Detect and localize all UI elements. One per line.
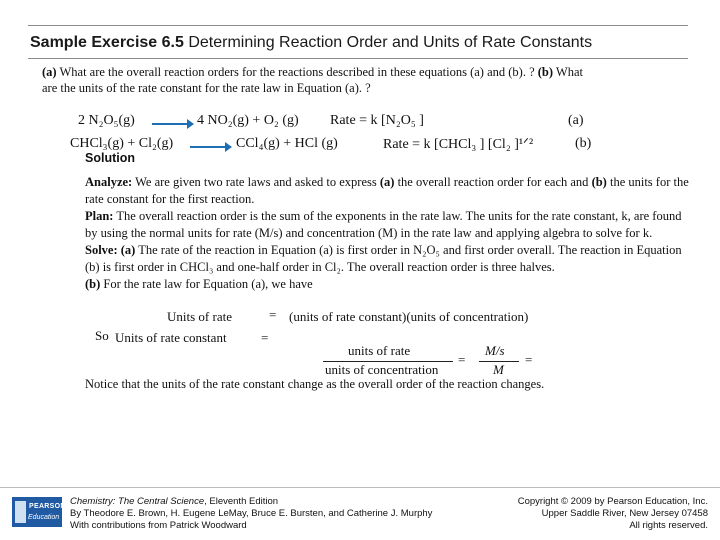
question-part-a: (a) bbox=[42, 65, 57, 79]
plan-paragraph bbox=[85, 208, 695, 242]
work-equals-4: = bbox=[525, 352, 533, 367]
footer-rule bbox=[0, 487, 720, 488]
book-title: Chemistry: The Central Science bbox=[70, 496, 205, 507]
equation-b-rate-law: Rate = k [CHCl₃ ] [Cl₂ ]¹ᐟ² bbox=[383, 137, 534, 152]
analyze-a: (a) bbox=[379, 175, 395, 189]
solve-b: (b) bbox=[85, 277, 101, 291]
rights-line: All rights reserved. bbox=[629, 520, 708, 531]
question-tail: What bbox=[553, 65, 583, 79]
solve-paragraph bbox=[85, 242, 695, 276]
solve-b-text: For the rate law for Equation (a), we have bbox=[100, 277, 313, 291]
footer-book-info bbox=[70, 496, 432, 532]
solution-heading: Solution bbox=[85, 151, 135, 165]
work-so: So bbox=[95, 328, 109, 343]
work-numerator: units of rate bbox=[348, 343, 411, 358]
work-equals-3: = bbox=[458, 352, 466, 367]
solve-b-paragraph bbox=[85, 276, 695, 293]
equation-a-rate-law: Rate = k [N₂O₅ ] bbox=[330, 113, 424, 128]
logo-text-bottom: Education bbox=[28, 514, 60, 521]
title-bold: Sample Exercise 6.5 bbox=[30, 34, 184, 51]
plan-text: The overall reaction order is the sum of the exponents in the rate law. The units for the rate constant, k, are found by using the normal units for rate (M/s) and concentration (M) in the rate law and applying algebra to solve for k. bbox=[85, 209, 682, 240]
analyze-paragraph bbox=[85, 174, 695, 208]
work-denominator: units of concentration bbox=[325, 362, 439, 377]
work-denominator-2: M bbox=[493, 362, 504, 377]
footer-authors: By Theodore E. Brown, H. Eugene LeMay, Bruce E. Bursten, and Catherine J. Murphy bbox=[70, 508, 433, 519]
reaction-arrow-a bbox=[152, 123, 192, 125]
reaction-arrow-b bbox=[190, 146, 230, 148]
title-rule bbox=[28, 58, 688, 59]
solve-text: The rate of the reaction in Equation (a) is first order in N₂O₅ and first order overall. The reaction in Equation (b) is first order in CHCl₃ and one-half order in Cl₂. The overall reaction order is three halves. bbox=[85, 243, 682, 274]
top-rule bbox=[28, 25, 688, 26]
work-equals-2: = bbox=[261, 330, 269, 345]
notice-text: Notice that the units of the rate constant change as the overall order of the reaction changes. bbox=[85, 377, 545, 391]
question-part-b: (b) bbox=[537, 65, 554, 79]
copyright-line: Copyright © 2009 by Pearson Education, Inc. bbox=[517, 496, 708, 507]
footer-copyright bbox=[518, 496, 708, 532]
work-units-constant-dash: Units of rate constant bbox=[115, 330, 227, 345]
question-line-2: are the units of the rate constant for the rate law in Equation (a). ? bbox=[42, 81, 371, 95]
units-derivation bbox=[93, 307, 553, 377]
analyze-b: (b) bbox=[591, 175, 607, 189]
equation-a-products: 4 NO₂(g) + O₂ (g) bbox=[197, 113, 299, 128]
page-title bbox=[30, 34, 592, 52]
equation-a-reactants: 2 N₂O₅(g) bbox=[78, 113, 135, 128]
work-units-rate: Units of rate bbox=[167, 309, 232, 324]
pearson-logo bbox=[12, 497, 66, 527]
work-equals-1: = bbox=[269, 307, 277, 322]
footer-book-line bbox=[70, 496, 432, 508]
equation-b-products: CCl₄(g) + HCl (g) bbox=[236, 136, 338, 151]
solve-a: (a) bbox=[120, 243, 136, 257]
solve-label: Solve: bbox=[85, 243, 118, 257]
analyze-text: We are given two rate laws and asked to express bbox=[132, 175, 380, 189]
analyze-end: the units for the rate constant for the first reaction. bbox=[85, 175, 689, 206]
analyze-label: Analyze: bbox=[85, 175, 133, 189]
address-line: Upper Saddle River, New Jersey 07458 bbox=[541, 508, 708, 519]
question-line-1 bbox=[42, 65, 583, 80]
question-text-1: What are the overall reaction orders for the reactions described in these equations (a) and (b). ? bbox=[56, 65, 538, 79]
title-rest: Determining Reaction Order and Units of Rate Constants bbox=[183, 34, 593, 51]
book-edition: , Eleventh Edition bbox=[204, 496, 279, 507]
footer-contrib: With contributions from Patrick Woodward bbox=[70, 520, 247, 531]
work-numerator-2: M/s bbox=[485, 343, 505, 358]
equation-a-label: (a) bbox=[568, 113, 584, 128]
equation-b-reactants: CHCl₃(g) + Cl₂(g) bbox=[70, 136, 174, 151]
equation-b-label: (b) bbox=[575, 136, 592, 151]
logo-mark bbox=[15, 501, 26, 523]
work-units-product: (units of rate constant)(units of concentration) bbox=[289, 309, 529, 324]
analyze-mid: the overall reaction order for each and bbox=[394, 175, 592, 189]
solution-body bbox=[85, 174, 695, 293]
plan-label: Plan: bbox=[85, 209, 114, 223]
logo-text-top: PEARSON bbox=[29, 503, 66, 510]
